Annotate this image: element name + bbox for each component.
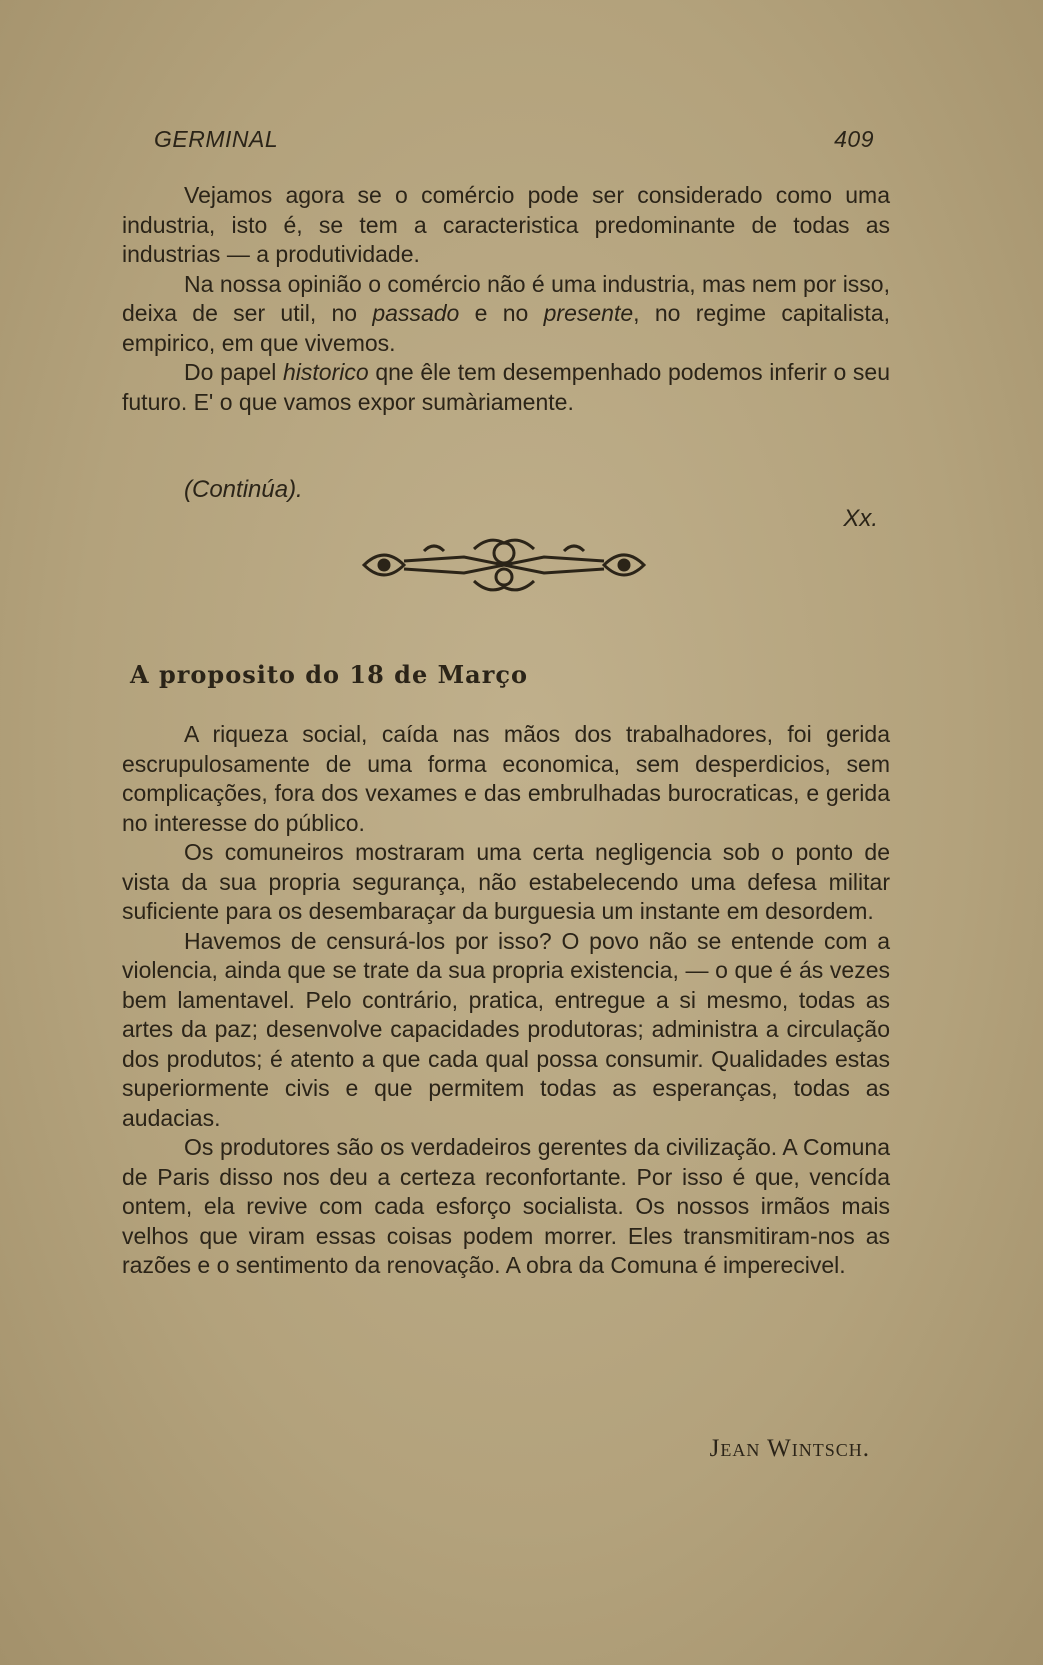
continued-note: (Continúa). — [184, 476, 303, 503]
paragraph — [122, 358, 890, 417]
paragraph: Os produtores são os verdadeiros gerentes da civilização. A Comuna de Paris disso nos deu a certeza reconfortante. Por isso é que, vencída ontem, ela revive com cada esforço socialista. Os nossos irmãos mais velhos que viram essas coisas podem morrer. Eles transmitiram-nos as razões e o sentimento da renovação. A obra da Comuna é imperecivel. — [122, 1134, 890, 1278]
text-run: qne êle tem desempenhado podemos inferir o seu futuro. E' o que vamos expor sumàriamente. — [122, 359, 890, 415]
running-head — [154, 126, 874, 158]
page-number: 409 — [834, 126, 874, 152]
paragraph: Vejamos agora se o comércio pode ser considerado como uma industria, isto é, se tem a caracteristica predominante de todas as industrias — a produtividade. — [122, 182, 890, 267]
paragraph: Os comuneiros mostraram uma certa negligencia sob o ponto de vista da sua propria segurança, não estabelecendo uma defesa militar suficiente para os desembaraçar da burguesia um instante em desordem. — [122, 839, 890, 924]
emphasis: passado — [372, 300, 460, 326]
paragraph: Havemos de censurá-los por isso? O povo não se entende com a violencia, ainda que se trate da sua propria existencia, — o que é ás vezes bem lamentavel. Pelo contrário, pratica, entregue a si mesmo, todas as artes da paz; desenvolve capacidades produtoras; administra a circulação dos produtos; é atento a que cada qual possa consumir. Qualidades estas superiormente civis e que permitem todas as esperanças, todas as audacias. — [122, 927, 890, 1131]
text-run: , no regime capitalista, empirico, em que vivemos. — [122, 300, 890, 356]
ornament-icon — [344, 535, 664, 595]
book-page — [122, 0, 890, 1665]
journal-title: GERMINAL — [154, 126, 279, 152]
article-continuation — [122, 181, 890, 417]
emphasis: historico — [283, 359, 369, 385]
article-body — [122, 720, 890, 1281]
text-run: Na nossa opinião o comércio não é uma industria, mas nem por isso, deixa de ser util, no — [122, 270, 890, 326]
author-signature: Jean Wintsch. — [709, 1435, 870, 1462]
article-heading: A proposito do 18 de Março — [130, 660, 528, 689]
paragraph — [122, 270, 890, 359]
text-run: Do papel — [184, 359, 284, 385]
paragraph: A riqueza social, caída nas mãos dos trabalhadores, foi gerida escrupulosamente de uma forma economica, sem desperdicios, sem complicações, fora dos vexames e das embrulhadas burocraticas, e gerida no interesse do público. — [122, 721, 890, 836]
text-run: e no — [459, 300, 544, 326]
emphasis: presente — [543, 300, 634, 326]
author-initials: Xx. — [843, 505, 878, 532]
